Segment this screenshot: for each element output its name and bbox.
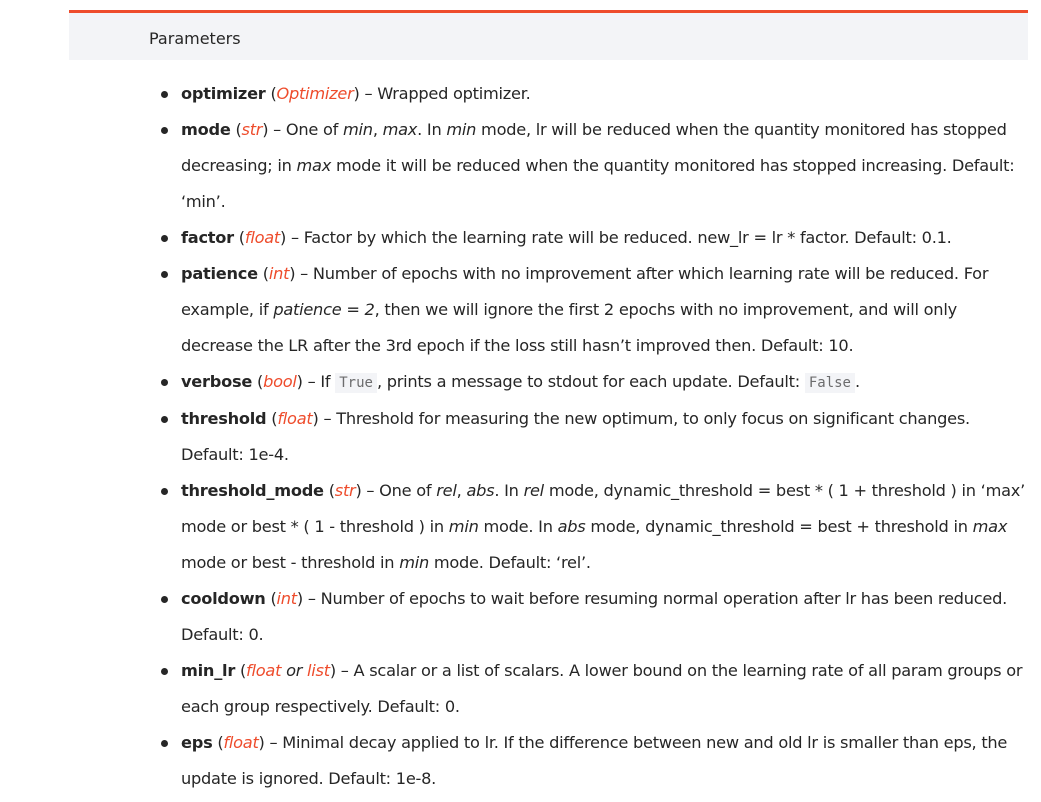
param-name: mode: [181, 120, 231, 139]
param-threshold: threshold (float) – Threshold for measuring the new optimum, to only focus on significant changes. Default: 1e-4.: [181, 401, 1031, 473]
desc-emphasis: min: [343, 120, 373, 139]
param-name: threshold_mode: [181, 481, 324, 500]
desc-emphasis: max: [382, 120, 418, 139]
param-description: Number of epochs to wait before resuming normal operation after lr has been reduced. Default: 0.: [181, 589, 1007, 644]
param-description: Threshold for measuring the new optimum, to only focus on significant changes. Default: 1e-4.: [181, 409, 970, 464]
param-description: A scalar or a list of scalars. A lower bound on the learning rate of all param groups or each group respectively. Default: 0.: [181, 661, 1023, 716]
bullet-icon: [161, 271, 168, 278]
param-description: Factor by which the learning rate will be reduced. new_lr = lr * factor. Default: 0.1.: [303, 228, 952, 247]
param-name: min_lr: [181, 661, 236, 680]
param-description: Minimal decay applied to lr. If the difference between new and old lr is smaller than eps, the update is ignored. Default: 1e-8.: [181, 733, 1008, 788]
desc-text: mode, dynamic_threshold = best * ( 1 + threshold ) in ‘max’ mode or best * ( 1 - threshold ) in: [181, 481, 1025, 536]
param-name: eps: [181, 733, 213, 752]
desc-text: mode. In: [478, 517, 558, 536]
desc-text: mode, dynamic_threshold = best + threshold in: [585, 517, 973, 536]
param-type-link[interactable]: str: [241, 120, 263, 139]
param-description: Wrapped optimizer.: [377, 84, 531, 103]
param-name: optimizer: [181, 84, 266, 103]
desc-text: If: [320, 372, 336, 391]
desc-text: Number of epochs with no improvement after which learning rate will be reduced. For example, if: [181, 264, 989, 319]
param-min-lr: min_lr (float or list) – A scalar or a list of scalars. A lower bound on the learning rate of all param groups or each group respectively. Default: 0.: [181, 653, 1031, 725]
parameters-field: [69, 10, 1028, 788]
param-name: factor: [181, 228, 234, 247]
param-type-link[interactable]: str: [334, 481, 356, 500]
param-patience: patience (int) – Number of epochs with no improvement after which learning rate will be reduced. For example, if patience = 2, then we will ignore the first 2 epochs with no improvement, and will only decrease the LR after the 3rd epoch if the loss still hasn’t improved then. Default: 10.: [181, 256, 1031, 364]
bullet-icon: [161, 488, 168, 495]
desc-text: ,: [372, 120, 383, 139]
code-literal: False: [805, 373, 855, 393]
desc-text: mode, lr will be reduced when the quantity monitored has stopped decreasing; in: [181, 120, 1007, 175]
bullet-icon: [161, 596, 168, 603]
desc-emphasis: min: [399, 553, 429, 572]
param-type-link[interactable]: list: [307, 661, 330, 680]
param-eps: eps (float) – Minimal decay applied to lr. If the difference between new and old lr is smaller than eps, the update is ignored. Default: 1e-8.: [181, 725, 1031, 797]
desc-text: mode or best - threshold in: [181, 553, 400, 572]
bullet-icon: [161, 235, 168, 242]
param-type-link[interactable]: bool: [263, 372, 297, 391]
desc-text: One of: [285, 120, 344, 139]
desc-text: mode. Default: ‘rel’.: [428, 553, 591, 572]
parameters-header: [69, 10, 1028, 60]
param-type-link[interactable]: float: [277, 409, 313, 428]
desc-emphasis: rel: [523, 481, 544, 500]
param-threshold-mode: threshold_mode (str) – One of rel, abs. In rel mode, dynamic_threshold = best * ( 1 + threshold ) in ‘max’ mode or best * ( 1 - threshold ) in min mode. In abs mode, dynamic_threshold = best + threshold in max mode or best - threshold in min mode. Default: ‘rel’.: [181, 473, 1031, 581]
desc-emphasis: min: [448, 517, 479, 536]
bullet-icon: [161, 379, 168, 386]
bullet-icon: [161, 668, 168, 675]
bullet-icon: [161, 91, 168, 98]
param-type-link[interactable]: int: [276, 589, 297, 608]
parameter-list: [181, 76, 1031, 797]
bullet-icon: [161, 416, 168, 423]
parameters-title: Parameters: [149, 29, 241, 48]
bullet-icon: [161, 127, 168, 134]
code-literal: True: [335, 373, 377, 393]
param-type-link[interactable]: float: [223, 733, 259, 752]
type-separator: or: [281, 661, 308, 680]
param-mode: mode (str) – One of min, max. In min mode, lr will be reduced when the quantity monitored has stopped decreasing; in max mode it will be reduced when the quantity monitored has stopped increasing. Default: ‘min’.: [181, 112, 1031, 220]
desc-text: . In: [494, 481, 524, 500]
param-name: patience: [181, 264, 258, 283]
desc-emphasis: abs: [557, 517, 586, 536]
desc-emphasis: min: [446, 120, 477, 139]
desc-math: patience = 2: [273, 300, 375, 319]
param-verbose: verbose (bool) – If True , prints a message to stdout for each update. Default: False .: [181, 364, 1031, 401]
desc-text: , then we will ignore the first 2 epochs with no improvement, and will only decrease the LR after the 3rd epoch if the loss still hasn’t improved then. Default: 10.: [181, 300, 957, 355]
desc-text: , prints a message to stdout for each update. Default:: [376, 372, 805, 391]
desc-text: mode it will be reduced when the quantity monitored has stopped increasing. Default: ‘min’.: [181, 156, 1015, 211]
desc-emphasis: max: [972, 517, 1008, 536]
desc-text: ,: [456, 481, 467, 500]
param-name: cooldown: [181, 589, 266, 608]
param-name: verbose: [181, 372, 253, 391]
desc-text: .: [855, 372, 860, 391]
param-type-link[interactable]: Optimizer: [276, 84, 354, 103]
param-type-link[interactable]: float: [246, 661, 282, 680]
param-type-link[interactable]: int: [268, 264, 290, 283]
bullet-icon: [161, 740, 168, 747]
param-name: threshold: [181, 409, 267, 428]
param-cooldown: cooldown (int) – Number of epochs to wait before resuming normal operation after lr has been reduced. Default: 0.: [181, 581, 1031, 653]
desc-emphasis: rel: [436, 481, 457, 500]
param-optimizer: optimizer (Optimizer) – Wrapped optimizer.: [181, 76, 1031, 112]
param-type-link[interactable]: float: [244, 228, 280, 247]
desc-emphasis: abs: [466, 481, 495, 500]
param-factor: factor (float) – Factor by which the learning rate will be reduced. new_lr = lr * factor. Default: 0.1.: [181, 220, 1031, 256]
desc-text: One of: [379, 481, 437, 500]
desc-text: . In: [417, 120, 447, 139]
desc-emphasis: max: [296, 156, 332, 175]
